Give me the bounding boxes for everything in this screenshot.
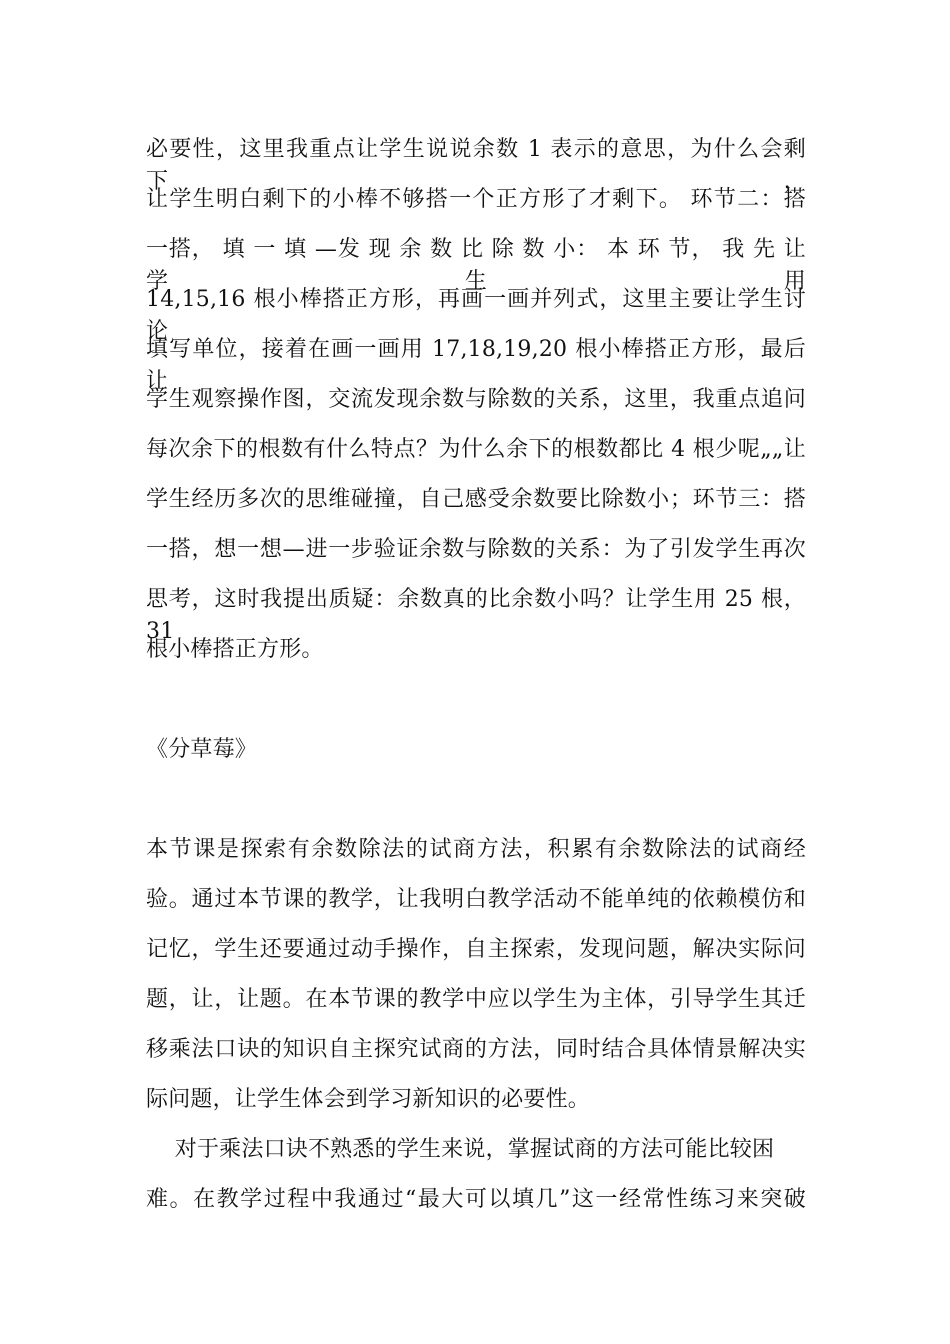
section-heading: 《分草莓》 [146, 737, 258, 762]
paragraph-line: 本节课是探索有余数除法的试商方法，积累有余数除法的试商经 [146, 837, 806, 862]
paragraph-line: 一搭， 填 一 填 —发 现 余 数 比 除 数 小： 本 环 节， 我 先 让 学 生 用 [146, 237, 806, 294]
paragraph-line: 验。通过本节课的教学，让我明白教学活动不能单纯的依赖模仿和 [146, 887, 806, 912]
paragraph-line: 记忆，学生还要通过动手操作，自主探索，发现问题，解决实际问 [146, 937, 806, 962]
paragraph-line: 14,15,16 根小棒搭正方形，再画一画并列式，这里主要让学生讨论 [146, 287, 806, 344]
paragraph-line: 思考，这时我提出质疑：余数真的比余数小吗？让学生用 25 根，31 [146, 587, 806, 644]
paragraph-line: 每次余下的根数有什么特点？为什么余下的根数都比 4 根少呢„„让 [146, 437, 806, 462]
paragraph-line: 移乘法口诀的知识自主探究试商的方法，同时结合具体情景解决实 [146, 1037, 806, 1062]
paragraph-line: 一搭，想一想—进一步验证余数与除数的关系：为了引发学生再次 [146, 537, 806, 562]
paragraph-line: 际问题，让学生体会到学习新知识的必要性。 [146, 1087, 591, 1112]
paragraph-line: 必要性，这里我重点让学生说说余数 1 表示的意思，为什么会剩下， [146, 137, 806, 194]
paragraph-line: 根小棒搭正方形。 [146, 637, 324, 662]
paragraph-line: 对于乘法口诀不熟悉的学生来说，掌握试商的方法可能比较困 [146, 1137, 775, 1162]
paragraph-line: 填写单位，接着在画一画用 17,18,19,20 根小棒搭正方形，最后让 [146, 337, 806, 394]
paragraph-line: 学生观察操作图，交流发现余数与除数的关系，这里，我重点追问 [146, 387, 806, 412]
paragraph-line: 题，让，让题。在本节课的教学中应以学生为主体，引导学生其迁 [146, 987, 806, 1012]
paragraph-line: 学生经历多次的思维碰撞，自己感受余数要比除数小；环节三：搭 [146, 487, 806, 512]
paragraph-line: 让学生明白剩下的小棒不够搭一个正方形了才剩下。 环节二：搭 [146, 187, 806, 212]
paragraph-line: 难。在教学过程中我通过“最大可以填几”这一经常性练习来突破 [146, 1187, 806, 1212]
